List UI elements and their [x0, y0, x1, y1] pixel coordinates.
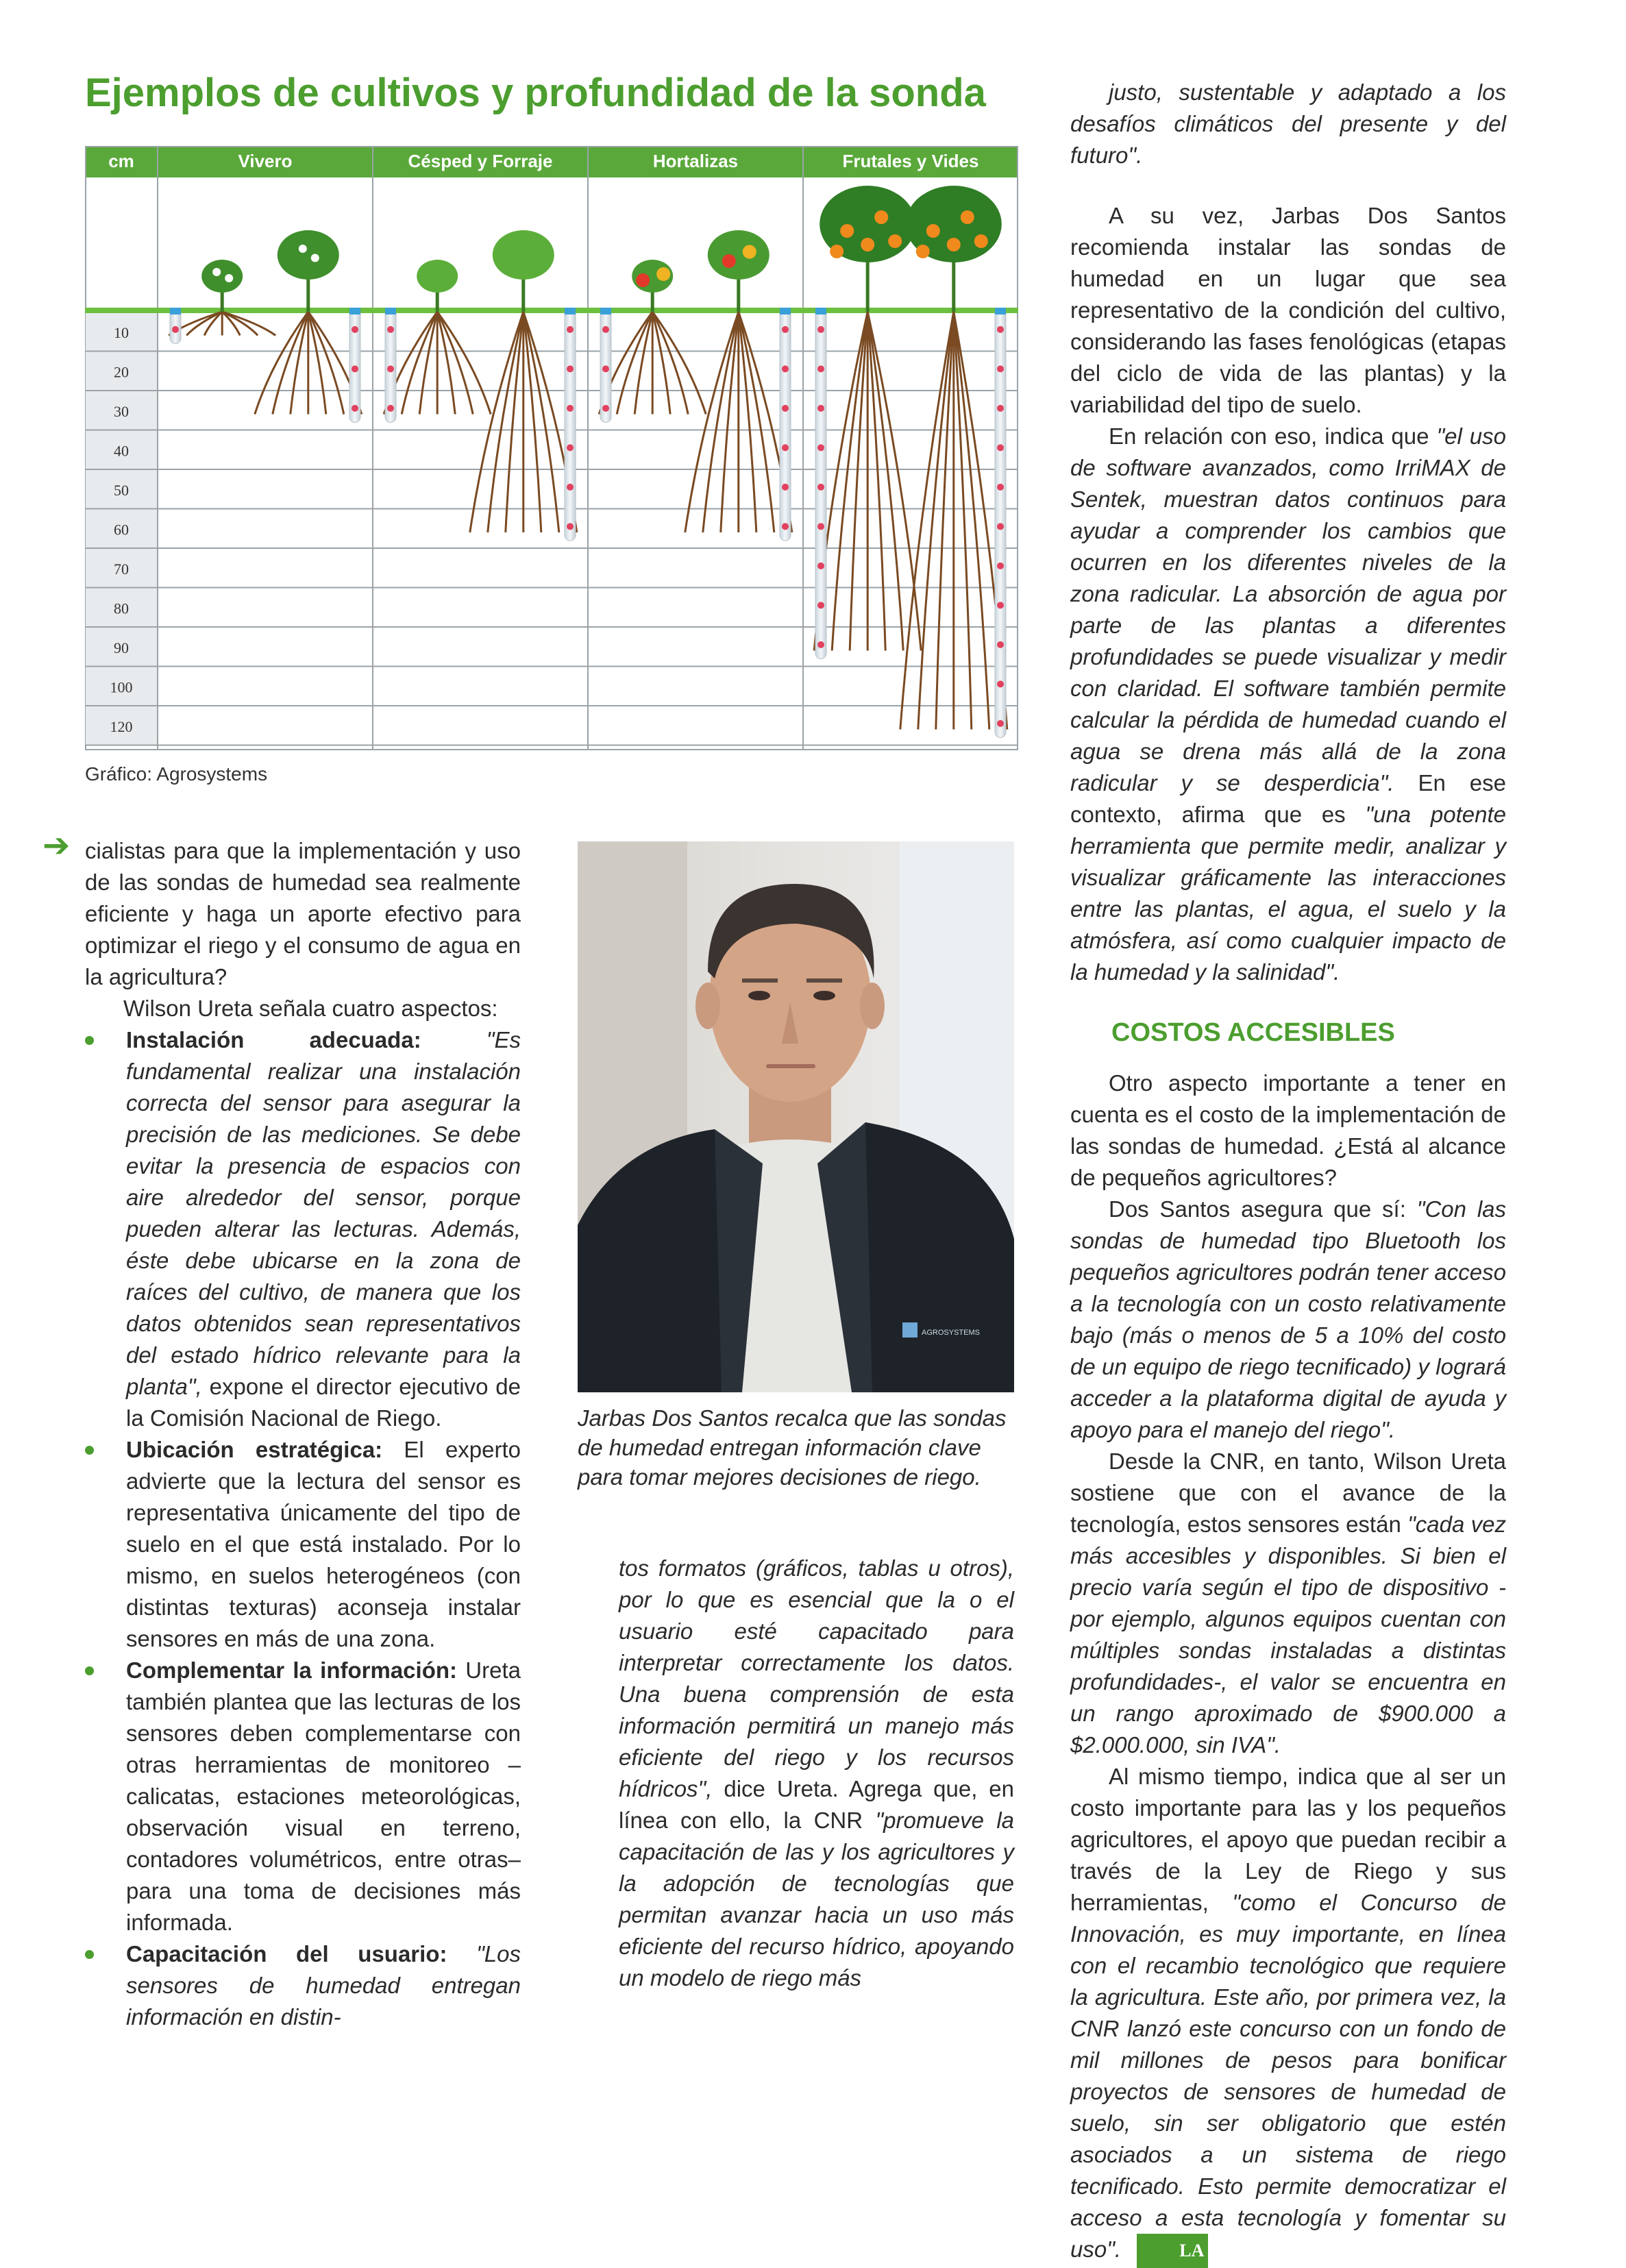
pepper-fruit — [656, 267, 670, 281]
pepper-fruit — [722, 254, 736, 268]
bullet-tail: expone el director ejecutivo de la Comisión Nacional de Riego. — [126, 1374, 521, 1431]
end-logo: LA — [1137, 2234, 1208, 2268]
root-line — [273, 312, 308, 415]
depth-label: 70 — [114, 560, 129, 578]
list-item — [85, 1434, 521, 1655]
pepper-fruit — [636, 273, 650, 287]
flower — [225, 274, 233, 282]
probe-sensor-dot — [352, 326, 358, 333]
orange-fruit — [840, 224, 854, 238]
root-line — [739, 312, 756, 532]
bullet-label: Ubicación estratégica: — [126, 1437, 383, 1462]
root-line — [523, 312, 541, 532]
bullet-label: Instalación adecuada: — [126, 1027, 421, 1052]
depth-label: 60 — [114, 521, 129, 539]
col2-quote-cont: tos formatos (gráficos, tablas u otros), por lo que es esencial que la o el usuario esté capacitado para interpretar correctamente los datos. Una buena comprensión de esta información permitirá un manejo más eficiente del riego y los recursos hídricos", — [619, 1555, 1014, 1801]
root-line — [308, 312, 326, 415]
flower — [212, 268, 221, 276]
depth-label: 80 — [114, 600, 129, 617]
probe-sensor-dot — [782, 523, 789, 530]
root-line — [832, 312, 867, 651]
col3-p2-q2: "una potente herramienta que permite medir, analizar y visualizar gráficamente las interacciones entre las plantas, el agua, el suelo y la atmósfera, así como cualquier impacto de la humedad y la salinidad". — [1070, 802, 1506, 985]
probe-sensor-dot — [602, 405, 609, 412]
root-line — [523, 312, 559, 532]
probe-sensor-dot — [997, 444, 1004, 451]
plant-foliage — [417, 260, 458, 293]
probe-cap — [565, 308, 576, 315]
probe-sensor-dot — [567, 444, 574, 451]
probe-sensor-dot — [387, 365, 394, 372]
bullet-icon — [85, 1666, 94, 1675]
col3-p2-b: En ese contexto, afirma que es — [1070, 770, 1506, 827]
jacket-logo: AGROSYSTEMS — [922, 1329, 980, 1337]
probe-sensor-dot — [567, 484, 574, 491]
portrait-illustration — [578, 841, 1014, 1392]
orange-fruit — [888, 234, 902, 248]
depth-label: 10 — [114, 323, 129, 341]
root-line — [739, 312, 774, 532]
moisture-probe — [565, 309, 576, 541]
plant-group — [384, 230, 577, 532]
root-line — [721, 312, 739, 532]
plant-foliage — [493, 230, 554, 280]
probe-sensor-dot — [817, 326, 824, 333]
bullet-icon — [85, 1446, 94, 1455]
root-line — [867, 312, 885, 651]
moisture-probe — [780, 309, 791, 541]
col2-quote-attr: dice Ureta. Agrega que, en línea con ello, la CNR — [619, 1776, 1015, 1833]
pepper-fruit — [743, 245, 756, 259]
col1-lead: Wilson Ureta señala cuatro aspectos: — [123, 996, 498, 1021]
bullet-icon — [85, 1950, 94, 1959]
bullet-text: El experto advierte que la lectura del sensor es representativa únicamente del tipo de suelo en el que está instalado. Por lo mismo, en suelos heterogéneos (con distintas texturas) aconseja instalar sensores en más de una zona. — [126, 1437, 521, 1651]
probe-sensor-dot — [817, 444, 824, 451]
probe-sensor-dot — [997, 523, 1004, 530]
chart-title: Ejemplos de cultivos y profundidad de la sonda — [85, 71, 986, 115]
depth-label: 90 — [114, 639, 129, 656]
depth-label: 40 — [114, 442, 129, 460]
orange-fruit — [961, 210, 974, 224]
probe-sensor-dot — [567, 523, 574, 530]
probe-depth-chart — [85, 146, 1018, 750]
probe-sensor-dot — [997, 720, 1004, 727]
flower — [311, 254, 319, 262]
probe-sensor-dot — [817, 484, 824, 491]
probe-sensor-dot — [817, 365, 824, 372]
root-line — [703, 312, 739, 532]
bullet-label: Complementar la información: — [126, 1657, 457, 1683]
probe-sensor-dot — [387, 326, 394, 333]
list-item — [85, 1938, 521, 2033]
probe-sensor-dot — [352, 365, 358, 372]
bullet-text: "Los sensores de humedad entregan información en distin- — [126, 1941, 521, 2030]
bullet-text: Ureta también plantea que las lecturas de los sensores deben complementarse con otras herramientas de monitoreo –calicatas, estaciones meteorológicas, observación visual en terreno, contadores volumétricos, entre otras– para una toma de decisiones más informada. — [126, 1657, 521, 1935]
root-line — [308, 312, 344, 415]
depth-label: 20 — [114, 363, 129, 381]
root-line — [291, 312, 308, 415]
root-line — [437, 312, 455, 415]
probe-cap — [815, 308, 826, 315]
probe-cap — [385, 308, 396, 315]
probe-sensor-dot — [997, 484, 1004, 491]
orange-fruit — [974, 234, 988, 248]
col3-p5-q: "cada vez más accesibles y disponibles. Si bien el precio varía según el tipo de dispositivo -por ejemplo, algunos equipos cuentan con múltiples sondas instaladas a distintas profundidades-, el valor se encuentra en un rango aproximado de $900.000 a $2.000.000, sin IVA". — [1070, 1512, 1507, 1758]
probe-sensor-dot — [567, 365, 574, 372]
probe-cap — [349, 308, 360, 315]
probe-sensor-dot — [817, 523, 824, 530]
root-line — [488, 312, 523, 532]
plant-group — [814, 186, 1007, 730]
probe-sensor-dot — [387, 405, 394, 412]
depth-label: 120 — [110, 717, 133, 735]
root-line — [222, 312, 275, 336]
col3-p1: A su vez, Jarbas Dos Santos recomienda instalar las sondas de humedad en un lugar que sea representativo de la condición del cultivo, considerando las fases fenológicas (etapas del ciclo de vida de las plantas) y la variabilidad del tipo de suelo. — [1070, 203, 1506, 417]
root-line — [850, 312, 867, 651]
root-line — [617, 312, 652, 415]
col3-p6-q: "como el Concurso de Innovación, es muy importante, en línea con el recambio tecnológico que requiere la agricultura. Este año, por primera vez, la CNR lanzó este concurso con un fondo de mil millones de pesos para bonificar proyectos de sensores de humedad de suelo, sin ser obligatorio que estén asociados a un sistema de riego tecnificado. Esto permite democratizar el acceso a esta tecnología y fomentar su uso". — [1070, 1890, 1507, 2262]
column-header-label: Césped y Forraje — [408, 151, 553, 171]
orange-fruit — [861, 238, 874, 251]
plant-group — [599, 230, 792, 532]
probe-sensor-dot — [602, 326, 609, 333]
probe-sensor-dot — [997, 680, 1004, 687]
probe-sensor-dot — [172, 326, 179, 333]
column-header-label: Vivero — [238, 151, 293, 171]
list-item — [85, 1024, 521, 1434]
root-line — [867, 312, 903, 651]
root-line — [402, 312, 437, 415]
orange-fruit — [926, 224, 940, 238]
continue-arrow-icon: ➔ — [42, 828, 71, 864]
col3-p5-a: Desde la CNR, en tanto, Wilson Ureta sostiene que con el avance de la tecnología, estos sensores están — [1070, 1449, 1506, 1537]
probe-sensor-dot — [997, 641, 1004, 648]
depth-label: 50 — [114, 481, 129, 499]
orange-fruit — [830, 245, 843, 258]
bullet-label: Capacitación del usuario: — [126, 1941, 447, 1967]
plant-foliage — [278, 230, 339, 280]
list-item — [85, 1655, 521, 1938]
orange-fruit — [916, 245, 930, 258]
probe-sensor-dot — [782, 326, 789, 333]
probe-sensor-dot — [997, 326, 1004, 333]
plant-foliage — [201, 260, 243, 293]
probe-cap — [170, 308, 181, 315]
probe-sensor-dot — [567, 405, 574, 412]
probe-sensor-dot — [782, 365, 789, 372]
col3-p2-q: "el uso de software avanzados, como IrriMAX de Sentek, muestran datos continuos para ayudar a comprender los cambios que ocurren en los diferentes niveles de la zona radicular. La absorción de agua por parte de las plantas a diferentes profundidades se puede visualizar y medir con claridad. El software también permite calcular la pérdida de humedad cuando el agua se drena más allá de la zona radicular y se desperdicia". — [1070, 423, 1506, 796]
orange-fruit — [874, 210, 888, 224]
column-2 — [619, 1553, 1014, 1994]
col2-quote2: "promueve la capacitación de las y los agricultores y la adopción de tecnologías que permitan avanzar hacia un uso más eficiente del recurso hídrico, apoyando un modelo de riego más — [619, 1808, 1015, 1990]
probe-sensor-dot — [352, 405, 358, 412]
photo-caption: Jarbas Dos Santos recalca que las sondas de humedad entregan información clave para tomar mejores decisiones de riego. — [578, 1405, 1007, 1490]
probe-sensor-dot — [817, 602, 824, 608]
col1-intro: cialistas para que la implementación y uso de las sondas de humedad sea realmente eficiente y haga un aporte efectivo para optimizar el riego y el consumo de agua en la agricultura? — [85, 838, 521, 989]
root-line — [652, 312, 670, 415]
col3-p3: Otro aspecto importante a tener en cuenta es el costo de la implementación de las sondas de humedad. ¿Está al alcance de pequeños agricultores? — [1070, 1070, 1506, 1190]
probe-sensor-dot — [817, 563, 824, 569]
column-3 — [1070, 77, 1506, 2268]
root-line — [635, 312, 652, 415]
col3-cont: justo, sustentable y adaptado a los desafíos climáticos del presente y del futuro". — [1070, 79, 1506, 168]
depth-label: 100 — [110, 678, 133, 696]
depth-label: 30 — [114, 402, 129, 420]
probe-sensor-dot — [782, 484, 789, 491]
probe-sensor-dot — [602, 365, 609, 372]
probe-sensor-dot — [997, 602, 1004, 608]
bullet-text: "Es fundamental realizar una instalación correcta del sensor para asegurar la precisión de las mediciones. Se debe evitar la presencia de espacios con aire alrededor del sensor, porque pueden alterar las lecturas. Además, éste debe ubicarse en la zona de raíces del cultivo, de manera que los datos obtenidos sean representativos del estado hídrico relevante para la planta", — [126, 1027, 521, 1399]
plant-group — [169, 230, 362, 415]
column-header-label: Frutales y Vides — [842, 151, 979, 171]
probe-cap — [600, 308, 611, 315]
col3-p4-a: Dos Santos asegura que sí: — [1109, 1196, 1406, 1222]
probe-sensor-dot — [782, 405, 789, 412]
portrait-photo — [578, 841, 1014, 1392]
col3-p2-a: En relación con eso, indica que — [1109, 423, 1429, 449]
root-line — [652, 312, 688, 415]
column-1 — [85, 835, 521, 2033]
probe-sensor-dot — [997, 405, 1004, 412]
plant-foliage — [708, 230, 769, 280]
probe-sensor-dot — [997, 365, 1004, 372]
probe-cap — [995, 308, 1006, 315]
root-line — [506, 312, 523, 532]
col3-p6-a: Al mismo tiempo, indica que al ser un costo importante para las y los pequeños agricultores, el apoyo que puedan recibir a través de la Ley de Riego y sus herramientas, — [1070, 1764, 1506, 1915]
probe-sensor-dot — [997, 563, 1004, 569]
root-line — [419, 312, 437, 415]
root-line — [437, 312, 473, 415]
bullet-icon — [85, 1036, 94, 1045]
section-heading: COSTOS ACCESIBLES — [1111, 1018, 1395, 1047]
aspects-list — [85, 1024, 521, 2033]
chart-caption: Gráfico: Agrosystems — [85, 763, 268, 785]
flower — [299, 245, 307, 253]
probe-sensor-dot — [817, 405, 824, 412]
col3-p4-q: "Con las sondas de humedad tipo Bluetooth los pequeños agricultores podrán tener acceso a la tecnología con un costo relativamente bajo (más o menos de 5 a 10% del costo de un equipo de riego tecnificado) y logrará acceder a la plataforma digital de ayuda y apoyo para el manejo del riego". — [1070, 1196, 1507, 1442]
probe-sensor-dot — [782, 444, 789, 451]
probe-sensor-dot — [567, 326, 574, 333]
orange-fruit — [947, 238, 961, 251]
probe-sensor-dot — [817, 641, 824, 648]
probe-cap — [780, 308, 791, 315]
header-cm-label: cm — [108, 151, 134, 171]
column-header-label: Hortalizas — [652, 151, 739, 171]
